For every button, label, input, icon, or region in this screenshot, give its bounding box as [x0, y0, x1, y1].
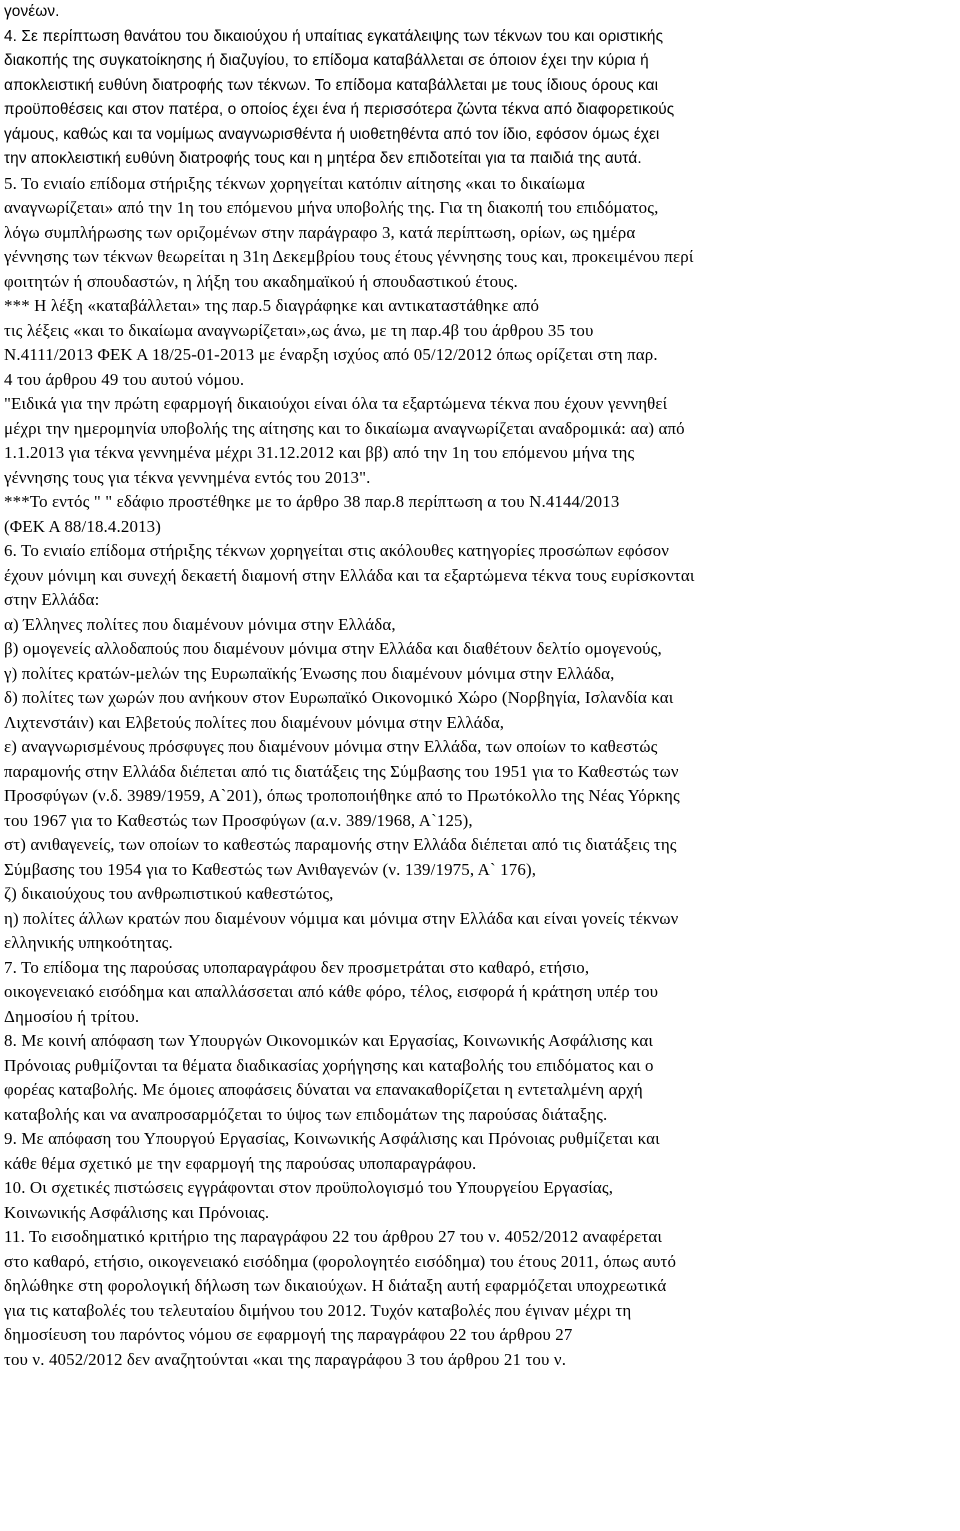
text-segment: 1.1.2013 για τέκνα γεννημένα μέχρι 31.12.2012 και ββ) από την 1η του επόμενου μήνα της — [4, 443, 635, 462]
text-line — [4, 956, 956, 981]
text-segment: 8. Με κοινή απόφαση των Υπουργών Οικονομικών και Εργασίας, Κοινωνικής Ασφάλισης και — [4, 1031, 654, 1050]
text-line — [4, 1323, 956, 1348]
text-line — [4, 1250, 956, 1275]
text-segment: δημοσίευση του παρόντος νόμου σε εφαρμογή της παραγράφου 22 του άρθρου 27 — [4, 1325, 573, 1344]
text-line — [4, 196, 956, 221]
text-line — [4, 1054, 956, 1079]
text-line — [4, 980, 956, 1005]
text-line — [4, 515, 956, 540]
text-line — [4, 490, 956, 515]
text-segment: Τυχόν καταβολές που έγιναν μέχρι τη — [366, 1300, 632, 1320]
text-line — [4, 686, 956, 711]
text-line — [4, 1152, 956, 1177]
text-line — [4, 833, 956, 858]
text-line — [4, 147, 956, 172]
text-segment: γέννησης των τέκνων θεωρείται η 31η Δεκεμβρίου τους έτους γέννησης τους και, προκειμένου περί — [4, 247, 694, 266]
text-line — [4, 98, 956, 123]
text-segment: για τις καταβολές του τελευταίου διμήνου του 2012. — [4, 1300, 367, 1320]
text-segment: Ν.4111/2013 ΦΕΚ Α 18/25-01-2013 με έναρξη ισχύος από 05/12/2012 όπως ορίζεται στη παρ. — [4, 345, 658, 364]
text-line — [4, 123, 956, 148]
text-line — [4, 1225, 956, 1250]
text-line — [4, 25, 956, 50]
text-line — [4, 760, 956, 785]
text-segment: οικογενειακό εισόδημα και απαλλάσσεται από κάθε φόρο, τέλος, εισφορά ή κράτηση υπέρ του — [4, 982, 659, 1001]
text-segment: μέχρι την ημερομηνία υποβολής της αίτησης και το δικαίωμα αναγνωρίζεται αναδρομικά: αα) από — [4, 418, 685, 438]
text-segment: Για τη διακοπή του επιδόματος, — [435, 198, 659, 217]
text-segment: γέννησης τους για τέκνα γεννημένα εντός του 2013". — [4, 467, 371, 487]
text-segment: Με όμοιες αποφάσεις δύναται να επανακαθορίζεται η εντεταλμένη αρχή — [137, 1080, 643, 1099]
text-line — [4, 613, 956, 638]
text-segment: 6. Το ενιαίο επίδομα στήριξης τέκνων χορηγείται στις ακόλουθες κατηγορίες προσώπων εφόσον — [4, 541, 670, 560]
text-segment: του 1967 για το Καθεστώς των Προσφύγων (α.ν. 389/1968, Α`125), — [4, 810, 473, 830]
text-segment: 4 του άρθρου 49 του αυτού νόμου. — [4, 369, 245, 389]
text-line — [4, 343, 956, 368]
text-segment: Λιχτενστάιν) και Ελβετούς πολίτες που διαμένουν μόνιμα στην Ελλάδα, — [4, 712, 505, 732]
text-segment: στ) ανιθαγενείς, των οποίων το καθεστώς παραμονής στην Ελλάδα διέπεται από τις διατάξεις της — [4, 835, 677, 854]
text-segment: 7. Το επίδομα της παρούσας υποπαραγράφου δεν προσμετράται στο καθαρό, ετήσιο, — [4, 957, 590, 977]
text-segment: κάθε θέμα σχετικό με την εφαρμογή της παρούσας υποπαραγράφου. — [4, 1153, 477, 1173]
text-segment: αναγνωρίζεται» από την 1η του επόμενου μήνα υποβολής της. — [4, 198, 436, 217]
text-line — [4, 1103, 956, 1128]
text-line — [4, 1005, 956, 1030]
text-line — [4, 907, 956, 932]
text-line — [4, 1201, 956, 1226]
text-segment: Δημοσίου ή τρίτου. — [4, 1006, 140, 1026]
text-segment: β) ομογενείς αλλοδαπούς που διαμένουν μόνιμα στην Ελλάδα και διαθέτουν δελτίο ομογενούς, — [4, 639, 662, 658]
text-segment: διακοπής της συγκατοίκησης ή διαζυγίου, το επίδομα καταβάλλεται σε όποιον έχει την κύρια ή — [4, 52, 649, 69]
text-segment: ε) αναγνωρισμένους πρόσφυγες που διαμένουν μόνιμα στην Ελλάδα, των οποίων το καθεστώς — [4, 737, 658, 756]
text-segment: Πρόνοιας ρυθμίζονται τα θέματα διαδικασίας χορήγησης και καταβολής του επιδόματος και ο — [4, 1055, 654, 1075]
text-segment: Το επίδομα καταβάλλεται με τους ίδιους όρους και — [310, 76, 659, 94]
text-line — [4, 637, 956, 662]
text-line — [4, 735, 956, 760]
text-segment: αποκλειστική ευθύνη διατροφής των τέκνων. — [4, 76, 311, 94]
text-segment: ζ) δικαιούχους του ανθρωπιστικού καθεστώτος, — [4, 884, 334, 903]
text-segment: τις λέξεις «και το δικαίωμα αναγνωρίζεται»,ως άνω, με τη παρ.4β του άρθρου 35 του — [4, 320, 594, 340]
text-segment: α) Έλληνες πολίτες που διαμένουν μόνιμα στην Ελλάδα, — [4, 614, 396, 634]
text-segment: 10. Οι σχετικές πιστώσεις εγγράφονται στον προϋπολογισμό του Υπουργείου Εργασίας, — [4, 1178, 614, 1197]
text-line — [4, 392, 956, 417]
text-segment: δ) πολίτες των χωρών που ανήκουν στον Ευρωπαϊκό Οικονομικό Χώρο (Νορβηγία, Ισλανδία και — [4, 688, 674, 707]
text-line — [4, 809, 956, 834]
text-line — [4, 1176, 956, 1201]
text-segment: (ΦΕΚ Α 88/18.4.2013) — [4, 516, 162, 536]
text-line — [4, 564, 956, 589]
text-segment: προϋποθέσεις και στον πατέρα, ο οποίος έχει ένα ή περισσότερα ζώντα τέκνα από διαφορετικούς — [4, 101, 675, 118]
text-segment: παραμονής στην Ελλάδα διέπεται από τις διατάξεις της Σύμβασης του 1951 για το Καθεστώς των — [4, 761, 679, 781]
text-line — [4, 662, 956, 687]
text-segment: έχουν μόνιμη και συνεχή δεκαετή διαμονή στην Ελλάδα και τα εξαρτώμενα τέκνα τους ευρίσκονται — [4, 565, 695, 585]
text-segment: του ν. 4052/2012 δεν αναζητούνται «και της παραγράφου 3 του άρθρου 21 του ν. — [4, 1349, 567, 1369]
text-line — [4, 221, 956, 246]
text-segment: ελληνικής υπηκοότητας. — [4, 933, 173, 952]
text-line — [4, 1127, 956, 1152]
text-segment: την αποκλειστική ευθύνη διατροφής τους και η μητέρα δεν επιδοτείται για τα παιδιά της αυτά. — [4, 150, 642, 167]
text-segment: γονέων. — [4, 3, 60, 20]
text-line — [4, 368, 956, 393]
text-segment: λόγω συμπλήρωσης των οριζομένων στην παράγραφο 3, κατά περίπτωση, ορίων, ως ημέρα — [4, 222, 636, 242]
text-segment: "Ειδικά για την πρώτη εφαρμογή δικαιούχοι είναι όλα τα εξαρτώμενα τέκνα που έχουν γεννηθεί — [4, 394, 668, 413]
text-segment: Κοινωνικής Ασφάλισης και Πρόνοιας. — [4, 1202, 270, 1222]
text-segment: στην Ελλάδα: — [4, 590, 100, 609]
text-segment: καταβολής και να αναπροσαρμόζεται το ύψος των επιδομάτων της παρούσας διάταξης. — [4, 1104, 608, 1124]
text-line — [4, 1078, 956, 1103]
text-line — [4, 417, 956, 442]
text-segment: η) πολίτες άλλων κρατών που διαμένουν νόμιμα και μόνιμα στην Ελλάδα και είναι γονείς τέκνων — [4, 908, 679, 928]
text-segment: 4. Σε περίπτωση θανάτου του δικαιούχου ή υπαίτιας εγκατάλειψης των τέκνων του και οριστικής — [4, 27, 664, 45]
text-segment: φορέας καταβολής. — [4, 1080, 138, 1099]
text-segment: στο καθαρό, ετήσιο, οικογενειακό εισόδημα (φορολογητέο εισόδημα) του έτους 2011, όπως αυτό — [4, 1251, 677, 1271]
text-line — [4, 588, 956, 613]
text-segment: 9. Με απόφαση του Υπουργού Εργασίας, Κοινωνικής Ασφάλισης και Πρόνοιας ρυθμίζεται και — [4, 1129, 660, 1148]
text-segment: *** Η λέξη «καταβάλλεται» της παρ.5 διαγράφηκε και αντικαταστάθηκε από — [4, 296, 540, 315]
text-segment: ***Το εντός " " εδάφιο προστέθηκε με το άρθρο 38 παρ.8 περίπτωση α του Ν.4144/2013 — [4, 492, 620, 511]
text-line — [4, 466, 956, 491]
text-line — [4, 1348, 956, 1373]
text-line — [4, 245, 956, 270]
text-segment: φοιτητών ή σπουδαστών, η λήξη του ακαδημαϊκού ή σπουδαστικού έτους. — [4, 271, 518, 291]
text-line — [4, 74, 956, 99]
text-line — [4, 294, 956, 319]
text-line — [4, 172, 956, 197]
text-line — [4, 882, 956, 907]
text-segment: δηλώθηκε στη φορολογική δήλωση των δικαιούχων. — [4, 1276, 368, 1295]
text-line — [4, 784, 956, 809]
text-line — [4, 858, 956, 883]
text-segment: Σύμβασης του 1954 για το Καθεστώς των Ανιθαγενών (ν. 139/1975, Α` 176), — [4, 859, 537, 879]
text-line — [4, 49, 956, 74]
text-segment: γ) πολίτες κρατών-μελών της Ευρωπαϊκής Ένωσης που διαμένουν μόνιμα στην Ελλάδα, — [4, 663, 615, 683]
text-line — [4, 1299, 956, 1324]
text-line — [4, 1274, 956, 1299]
text-line — [4, 711, 956, 736]
text-segment: 5. Το ενιαίο επίδομα στήριξης τέκνων χορηγείται κατόπιν αίτησης «και το δικαίωμα — [4, 173, 585, 193]
text-line — [4, 931, 956, 956]
text-line — [4, 441, 956, 466]
text-segment: 11. Το εισοδηματικό κριτήριο της παραγράφου 22 του άρθρου 27 του ν. 4052/2012 αναφέρεται — [4, 1227, 663, 1246]
text-line — [4, 1029, 956, 1054]
text-line — [4, 270, 956, 295]
text-line — [4, 0, 956, 25]
text-line — [4, 319, 956, 344]
text-segment: γάμους, καθώς και τα νομίμως αναγνωρισθέντα ή υιοθετηθέντα από τον ίδιο, εφόσον όμως έχει — [4, 125, 660, 143]
text-line — [4, 539, 956, 564]
text-segment: Η διάταξη αυτή εφαρμόζεται υποχρεωτικά — [367, 1276, 667, 1295]
text-segment: Προσφύγων (ν.δ. 3989/1959, Α`201), όπως τροποποιήθηκε από το Πρωτόκολλο της Νέας Υόρκης — [4, 786, 680, 805]
